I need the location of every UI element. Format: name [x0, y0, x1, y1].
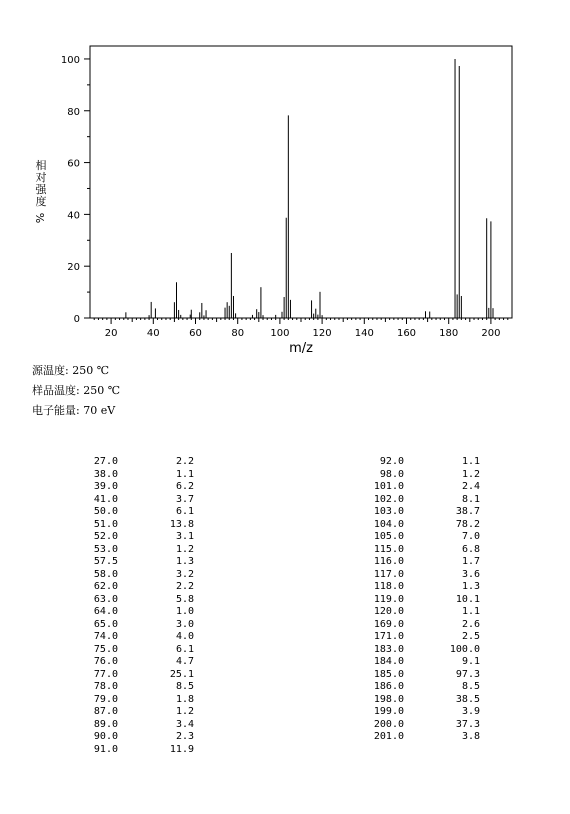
y-axis-title-char: 度	[35, 195, 47, 208]
peak-row	[360, 469, 480, 482]
peak-row	[74, 719, 194, 732]
x-tick-label: 40	[146, 328, 160, 339]
peak-row	[74, 644, 194, 657]
peak-mz: 58.0	[93, 568, 118, 580]
mass-spectrum-chart	[0, 0, 570, 360]
x-axis	[94, 318, 508, 339]
peak-mz: 102.0	[373, 493, 404, 505]
peak-abundance: 25.1	[169, 668, 194, 680]
peak-abundance: 8.5	[175, 681, 194, 692]
peak-row	[74, 581, 194, 594]
peak-row	[74, 669, 194, 682]
peak-abundance: 2.2	[175, 581, 194, 592]
peak-row	[360, 644, 480, 657]
peak-mz: 90.0	[93, 731, 118, 742]
peak-abundance: 11.9	[169, 743, 194, 755]
peak-mz: 185.0	[373, 668, 404, 680]
electron-energy: 电子能量: 70 eV	[32, 404, 116, 417]
x-tick-label: 180	[439, 328, 459, 339]
peak-mz: 78.0	[93, 681, 118, 692]
peak-mz: 98.0	[379, 468, 404, 480]
peak-abundance: 5.8	[175, 593, 194, 605]
peak-abundance: 38.7	[455, 506, 480, 517]
peak-abundance: 3.2	[175, 568, 194, 580]
peak-mz: 104.0	[373, 518, 404, 530]
peak-row	[360, 681, 480, 694]
y-axis-unit: %	[33, 212, 47, 224]
peak-mz: 62.0	[93, 581, 118, 592]
peak-abundance: 8.1	[461, 493, 480, 505]
y-axis	[61, 55, 90, 325]
peak-abundance: 13.8	[169, 518, 194, 530]
peak-abundance: 3.7	[175, 493, 194, 505]
peak-table-left	[74, 456, 194, 756]
peak-mz: 169.0	[373, 618, 404, 630]
peak-row	[360, 506, 480, 519]
peak-row	[74, 469, 194, 482]
peak-row	[74, 681, 194, 694]
peak-abundance: 37.3	[455, 718, 480, 730]
peak-row	[74, 694, 194, 707]
peak-mz: 79.0	[93, 693, 118, 705]
peak-row	[360, 706, 480, 719]
peak-abundance: 38.5	[455, 693, 480, 705]
peak-abundance: 6.1	[175, 506, 194, 517]
peak-abundance: 100.0	[449, 643, 480, 655]
peak-row	[74, 531, 194, 544]
peak-mz: 57.5	[93, 556, 118, 567]
y-axis-title	[34, 160, 48, 224]
x-tick-label: 140	[354, 328, 374, 339]
peak-row	[360, 719, 480, 732]
peak-abundance: 1.2	[175, 706, 194, 717]
peak-abundance: 1.3	[175, 556, 194, 567]
y-tick-label: 60	[67, 158, 80, 170]
y-axis-title-char: 强	[35, 183, 47, 196]
peak-mz: 105.0	[373, 531, 404, 542]
y-axis-title-char: 对	[35, 171, 47, 184]
peak-row	[360, 581, 480, 594]
peak-row	[360, 669, 480, 682]
peak-abundance: 3.4	[175, 718, 194, 730]
peak-mz: 75.0	[93, 643, 118, 655]
peak-mz: 198.0	[373, 693, 404, 705]
peak-row	[360, 519, 480, 532]
peak-abundance: 4.7	[175, 656, 194, 667]
peak-mz: 53.0	[93, 543, 118, 555]
peak-mz: 117.0	[373, 568, 404, 580]
peak-abundance: 4.0	[175, 631, 194, 642]
peak-row	[360, 606, 480, 619]
peak-mz: 65.0	[93, 618, 118, 630]
peak-row	[74, 606, 194, 619]
peak-row	[74, 631, 194, 644]
peak-row	[360, 569, 480, 582]
peak-abundance: 2.5	[461, 631, 480, 642]
peak-mz: 118.0	[373, 581, 404, 592]
y-tick-label: 0	[73, 314, 80, 325]
peak-bars	[126, 59, 493, 318]
peak-row	[74, 456, 194, 469]
peak-abundance: 6.2	[175, 481, 194, 492]
x-tick-label: 160	[396, 328, 417, 339]
peak-mz: 103.0	[373, 506, 404, 517]
x-tick-label: 200	[481, 328, 501, 339]
peak-abundance: 6.8	[461, 543, 480, 555]
peak-abundance: 1.2	[461, 468, 480, 480]
peak-abundance: 7.0	[461, 531, 480, 542]
peak-row	[360, 594, 480, 607]
peak-abundance: 9.1	[461, 656, 480, 667]
peak-row	[360, 631, 480, 644]
peak-abundance: 6.1	[175, 643, 194, 655]
peak-mz: 39.0	[93, 481, 118, 492]
peak-row	[360, 656, 480, 669]
peak-mz: 63.0	[93, 593, 118, 605]
peak-abundance: 3.0	[175, 618, 194, 630]
peak-row	[360, 456, 480, 469]
peak-row	[74, 556, 194, 569]
peak-row	[74, 494, 194, 507]
peak-row	[74, 594, 194, 607]
peak-mz: 101.0	[373, 481, 404, 492]
peak-abundance: 3.9	[461, 706, 480, 717]
peak-abundance: 2.2	[175, 456, 194, 467]
peak-abundance: 1.1	[461, 606, 480, 617]
peak-abundance: 10.1	[455, 593, 480, 605]
peak-mz: 119.0	[373, 593, 404, 605]
x-tick-label: 20	[104, 328, 118, 339]
peak-mz: 199.0	[373, 706, 404, 717]
sample-temperature: 样品温度: 250 ℃	[32, 384, 120, 397]
peak-table-right	[360, 456, 480, 744]
peak-mz: 201.0	[373, 731, 404, 742]
peak-mz: 74.0	[93, 631, 118, 642]
peak-abundance: 1.3	[461, 581, 480, 592]
peak-row	[74, 731, 194, 744]
peak-row	[74, 619, 194, 632]
peak-mz: 200.0	[373, 718, 404, 730]
peak-mz: 51.0	[93, 518, 118, 530]
peak-mz: 41.0	[93, 493, 118, 505]
peak-abundance: 1.0	[175, 606, 194, 617]
peak-mz: 87.0	[93, 706, 118, 717]
peak-row	[360, 494, 480, 507]
peak-mz: 77.0	[93, 668, 118, 680]
peak-mz: 186.0	[373, 681, 404, 692]
source-temperature: 源温度: 250 ℃	[32, 364, 109, 377]
peak-mz: 183.0	[373, 643, 404, 655]
peak-mz: 76.0	[93, 656, 118, 667]
peak-row	[74, 656, 194, 669]
x-axis-label: m/z	[289, 341, 313, 356]
peak-mz: 64.0	[93, 606, 118, 617]
y-axis-title-char: 相	[35, 159, 47, 172]
peak-row	[360, 619, 480, 632]
peak-abundance: 2.3	[175, 731, 194, 742]
x-tick-label: 120	[312, 328, 332, 339]
peak-abundance: 8.5	[461, 681, 480, 692]
peak-abundance: 78.2	[455, 518, 480, 530]
peak-abundance: 3.1	[175, 531, 194, 542]
peak-row	[74, 481, 194, 494]
peak-abundance: 2.4	[461, 481, 480, 492]
peak-row	[360, 481, 480, 494]
peak-mz: 92.0	[379, 456, 404, 467]
peak-row	[74, 519, 194, 532]
y-tick-label: 100	[60, 54, 80, 66]
peak-mz: 115.0	[373, 543, 404, 555]
peak-mz: 91.0	[93, 743, 118, 755]
peak-abundance: 1.8	[175, 693, 194, 705]
peak-abundance: 1.7	[461, 556, 480, 567]
peak-mz: 38.0	[93, 468, 118, 480]
peak-row	[74, 706, 194, 719]
peak-mz: 50.0	[93, 506, 118, 517]
peak-row	[74, 744, 194, 757]
peak-row	[360, 544, 480, 557]
peak-row	[74, 506, 194, 519]
peak-row	[360, 556, 480, 569]
peak-abundance: 1.2	[175, 543, 194, 555]
x-tick-label: 80	[231, 328, 245, 339]
peak-abundance: 3.8	[461, 731, 480, 742]
peak-row	[360, 731, 480, 744]
x-tick-label: 60	[189, 328, 202, 339]
peak-row	[360, 531, 480, 544]
peak-row	[74, 569, 194, 582]
y-tick-label: 40	[67, 210, 80, 222]
peak-abundance: 3.6	[461, 568, 480, 580]
peak-mz: 27.0	[93, 456, 118, 467]
peak-mz: 52.0	[93, 531, 118, 542]
peak-mz: 184.0	[373, 656, 404, 667]
plot-frame	[90, 46, 512, 318]
peak-abundance: 2.6	[461, 618, 480, 630]
peak-mz: 171.0	[373, 631, 404, 642]
peak-mz: 116.0	[373, 556, 404, 567]
y-tick-label: 80	[67, 106, 80, 118]
peak-abundance: 1.1	[461, 456, 480, 467]
peak-mz: 120.0	[373, 606, 404, 617]
peak-row	[360, 694, 480, 707]
y-tick-label: 20	[67, 262, 80, 274]
peak-abundance: 1.1	[175, 468, 194, 480]
peak-row	[74, 544, 194, 557]
x-tick-label: 100	[270, 328, 290, 339]
peak-mz: 89.0	[93, 718, 118, 730]
peak-abundance: 97.3	[455, 668, 480, 680]
